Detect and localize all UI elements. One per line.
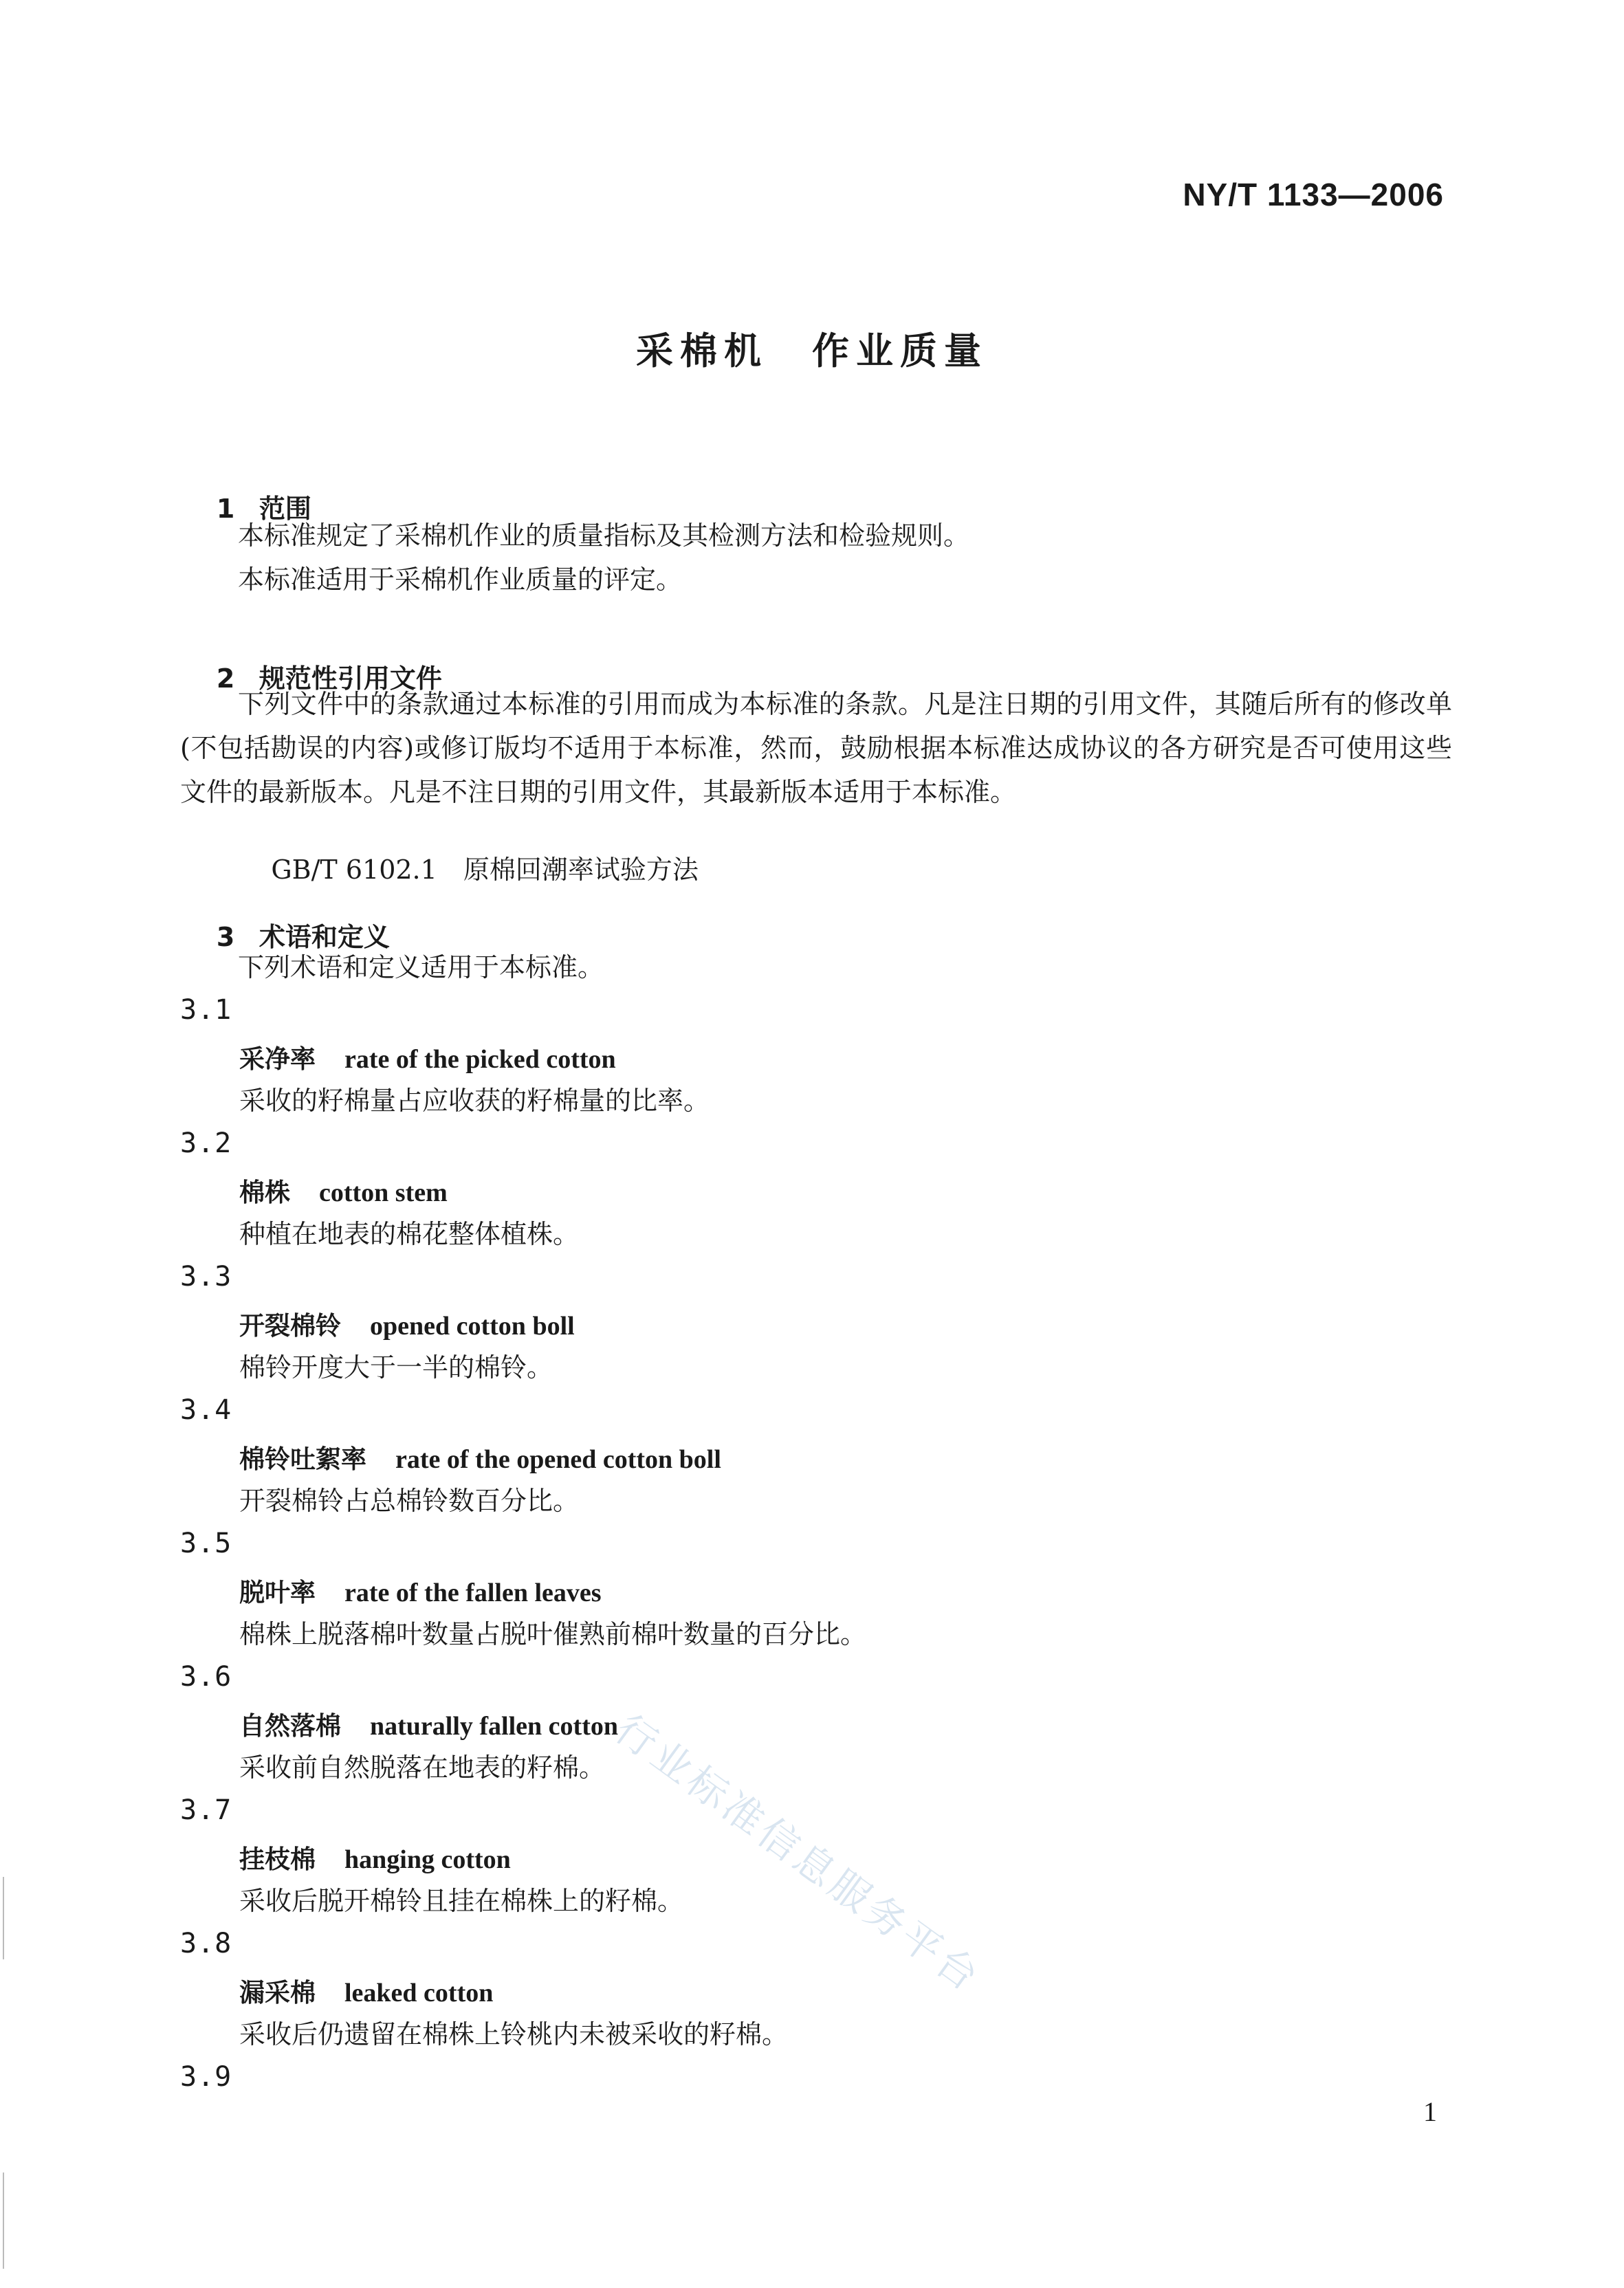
- term-english: naturally fallen cotton: [370, 1712, 618, 1741]
- term-chinese: 棉铃吐絮率: [239, 1444, 366, 1474]
- term-heading: [239, 1172, 448, 1209]
- term-heading: [239, 1438, 721, 1475]
- term-definition: 棉株上脱落棉叶数量占脱叶催熟前棉叶数量的百分比。: [239, 1619, 867, 1649]
- scope-paragraph-2: 本标准适用于采棉机作业质量的评定。: [238, 564, 683, 595]
- clause-number: 3.2: [180, 1128, 232, 1159]
- page-number: 1: [1423, 2096, 1437, 2127]
- term-english: opened cotton boll: [370, 1312, 575, 1341]
- standard-code: NY/T 1133—2006: [1183, 177, 1444, 212]
- section-number: 2: [216, 663, 235, 694]
- term-definition: 棉铃开度大于一半的棉铃。: [239, 1352, 553, 1383]
- terms-intro: 下列术语和定义适用于本标准。: [238, 952, 604, 982]
- term-chinese: 棉株: [239, 1178, 290, 1207]
- clause-number: 3.8: [180, 1928, 232, 1959]
- term-english: rate of the fallen leaves: [344, 1578, 602, 1607]
- term-definition: 采收后脱开棉铃且挂在棉株上的籽棉。: [239, 1886, 684, 1916]
- clause-number: 3.1: [180, 994, 232, 1026]
- term-heading: [239, 1572, 602, 1609]
- clause-number: 3.5: [180, 1528, 232, 1559]
- clause-number: 3.6: [180, 1661, 232, 1693]
- clause-number: 3.9: [180, 2061, 232, 2093]
- reference-title: 原棉回潮率试验方法: [463, 855, 699, 885]
- term-english: rate of the picked cotton: [344, 1045, 616, 1074]
- section-number: 3: [216, 922, 235, 952]
- scan-edge-mark: [3, 1877, 4, 1959]
- term-definition: 采收后仍遗留在棉株上铃桃内未被采收的籽棉。: [239, 2019, 789, 2049]
- term-heading: [239, 1305, 575, 1342]
- term-chinese: 脱叶率: [239, 1578, 316, 1607]
- references-intro: 下列文件中的条款通过本标准的引用而成为本标准的条款。凡是注日期的引用文件，其随后所有的修改单(不包括勘误的内容)或修订版均不适用于本标准，然而，鼓励根据本标准达成协议的各方研究是否可使用这些文件的最新版本。凡是不注日期的引用文件，其最新版本适用于本标准。: [180, 689, 1452, 807]
- term-chinese: 开裂棉铃: [239, 1311, 341, 1341]
- clause-number: 3.3: [180, 1261, 232, 1292]
- term-definition: 采收的籽棉量占应收获的籽棉量的比率。: [239, 1086, 710, 1116]
- term-english: rate of the opened cotton boll: [395, 1445, 721, 1474]
- term-heading: [239, 1705, 618, 1742]
- term-chinese: 自然落棉: [239, 1711, 341, 1741]
- section-title: 术语和定义: [259, 922, 390, 952]
- term-english: cotton stem: [319, 1178, 448, 1207]
- document-title: 采棉机 作业质量: [636, 329, 988, 373]
- term-definition: 开裂棉铃占总棉铃数百分比。: [239, 1486, 580, 1516]
- term-english: leaked cotton: [344, 1979, 494, 2008]
- term-chinese: 漏采棉: [239, 1978, 316, 2008]
- scope-paragraph-1: 本标准规定了采棉机作业的质量指标及其检测方法和检验规则。: [238, 520, 970, 551]
- watermark: 行业标准信息服务平台: [606, 1705, 991, 2002]
- term-chinese: 采净率: [239, 1044, 316, 1074]
- term-heading: [239, 1838, 511, 1876]
- clause-number: 3.4: [180, 1394, 232, 1426]
- term-definition: 采收前自然脱落在地表的籽棉。: [239, 1752, 606, 1783]
- section-title: 范围: [259, 494, 311, 524]
- term-definition: 种植在地表的棉花整体植株。: [239, 1219, 580, 1249]
- section-title: 规范性引用文件: [259, 663, 442, 694]
- term-heading: [239, 1972, 493, 2009]
- term-heading: [239, 1038, 616, 1075]
- reference-code: GB/T 6102.1: [271, 855, 437, 885]
- term-chinese: 挂枝棉: [239, 1845, 316, 1874]
- term-english: hanging cotton: [344, 1845, 511, 1874]
- clause-number: 3.7: [180, 1794, 232, 1826]
- section-number: 1: [216, 494, 235, 524]
- scan-edge-mark: [3, 2172, 4, 2269]
